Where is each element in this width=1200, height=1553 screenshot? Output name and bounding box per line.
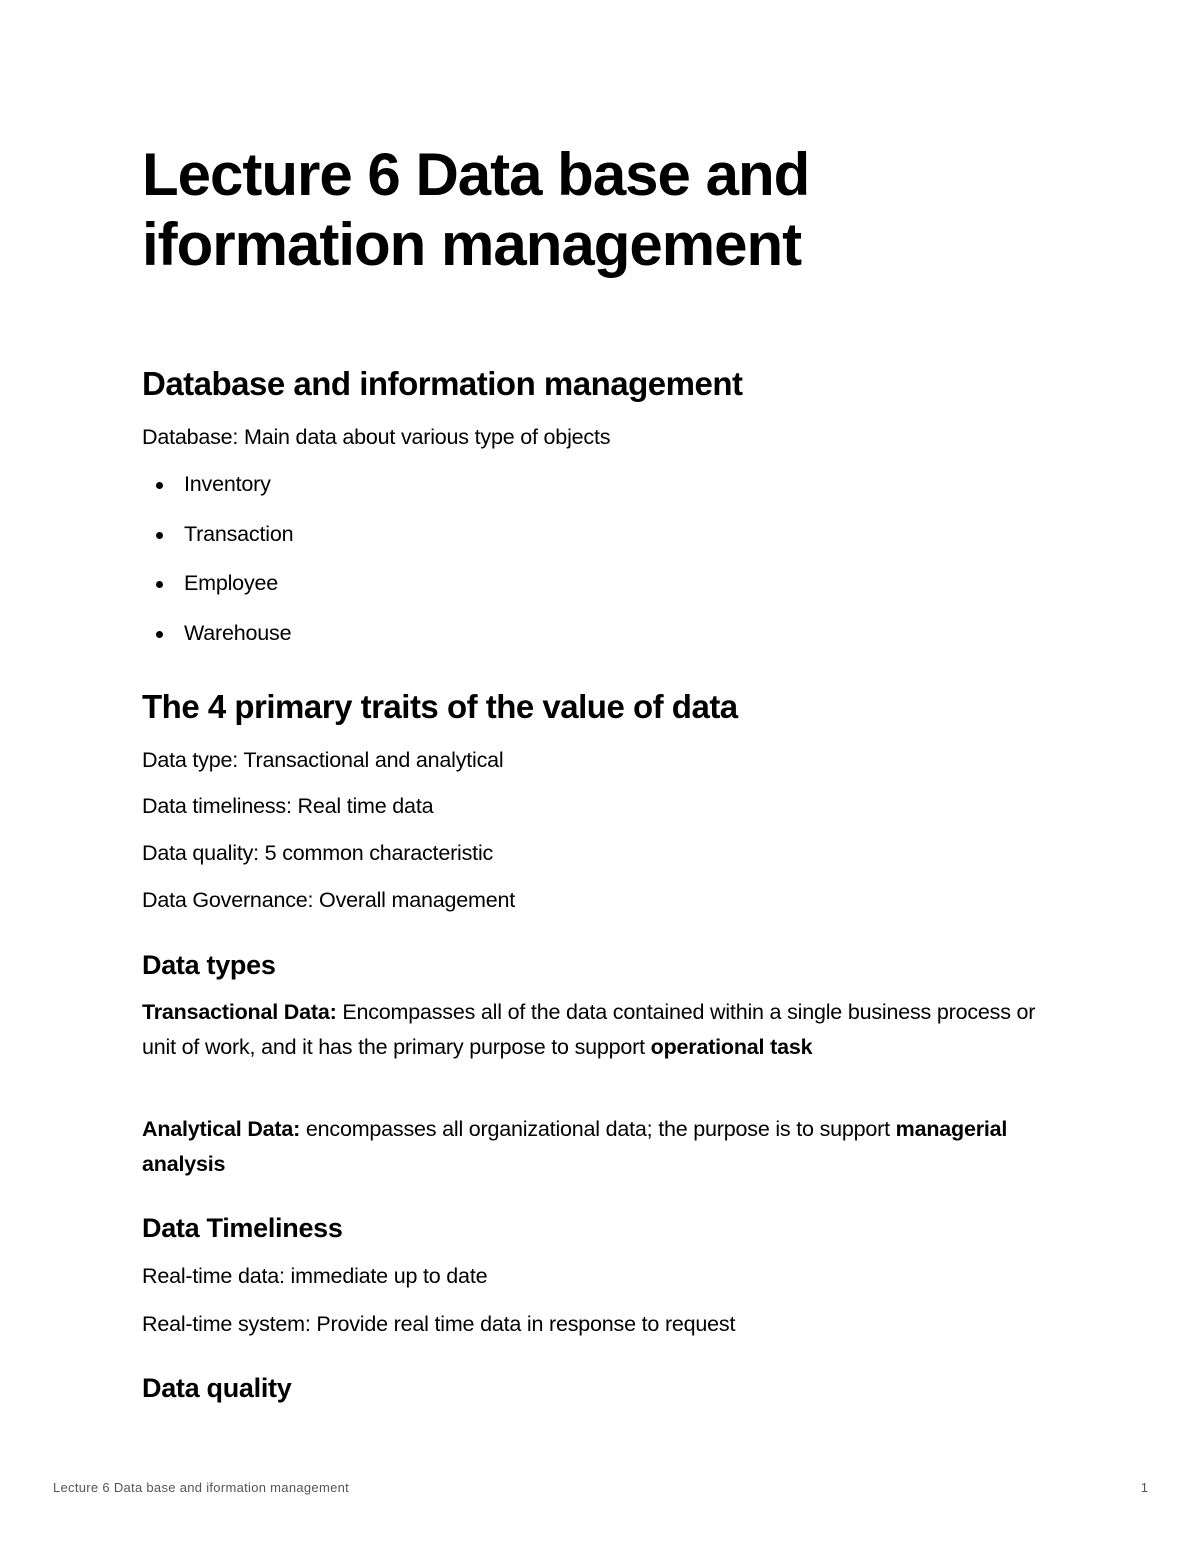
trait-line: Data timeliness: Real time data [142, 794, 434, 818]
analytical-data-text: encompasses all organizational data; the purpose is to support [300, 1117, 896, 1141]
list-item [142, 616, 293, 666]
db-intro-text: Database: Main data about various type of objects [142, 425, 611, 449]
bullet-icon [156, 532, 163, 539]
trait-line: Data type: Transactional and analytical [142, 748, 504, 772]
list-item [142, 467, 293, 517]
section-heading-timeliness: Data Timeliness [142, 1213, 343, 1243]
trait-line: Data Governance: Overall management [142, 888, 516, 912]
list-item-label: Warehouse [184, 620, 292, 645]
timeliness-line: Real-time data: immediate up to date [142, 1264, 488, 1288]
transactional-data-label: Transactional Data: [142, 1000, 337, 1024]
section-heading-db-info: Database and information management [142, 365, 743, 402]
section-heading-traits: The 4 primary traits of the value of data [142, 688, 738, 725]
footer-doc-title: Lecture 6 Data base and iformation management [53, 1480, 350, 1495]
footer-page-number: 1 [1140, 1480, 1148, 1495]
list-item [142, 517, 293, 567]
bullet-icon [156, 581, 163, 588]
page-title: Lecture 6 Data base and iformation management [142, 141, 810, 278]
analytical-data-paragraph [142, 1112, 1052, 1182]
list-item-label: Transaction [184, 521, 294, 546]
list-item-label: Employee [184, 571, 279, 595]
list-item-label: Inventory [184, 472, 271, 496]
section-heading-data-types: Data types [142, 950, 276, 980]
bullet-icon [156, 631, 163, 638]
analytical-data-label: Analytical Data: [142, 1117, 301, 1141]
object-type-list [142, 467, 293, 665]
transactional-data-paragraph [142, 995, 1052, 1065]
analytical-data-emphasis: managerial analysis [142, 1117, 1008, 1176]
trait-line: Data quality: 5 common characteristic [142, 841, 494, 865]
section-heading-quality: Data quality [142, 1373, 292, 1403]
bullet-icon [156, 482, 163, 489]
transactional-data-emphasis: operational task [650, 1035, 813, 1059]
transactional-data-text: Encompasses all of the data contained within a single business process or unit of work, and it has the primary purpose to support [142, 1000, 1036, 1059]
timeliness-line: Real-time system: Provide real time data in response to request [142, 1312, 736, 1336]
list-item [142, 566, 293, 616]
